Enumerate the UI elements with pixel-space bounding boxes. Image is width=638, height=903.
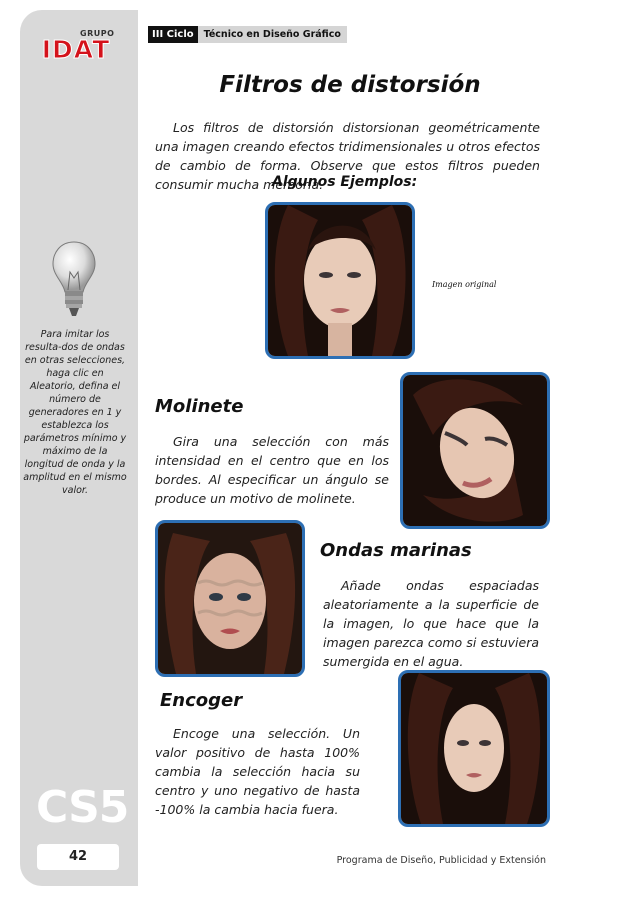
logo-group-text: GRUPO	[80, 29, 115, 38]
examples-heading: Algunos Ejemplos:	[272, 174, 418, 190]
tip-note: Para imitar los resulta-dos de ondas en otras selecciones, haga clic en Aleatorio, defina el número de generadores en 1 y establezca los parámetros mínimo y máximo de la longitud de onda y la amplitud en el mismo valor.	[23, 329, 127, 496]
cycle-label: III Ciclo	[148, 26, 198, 43]
course-label: Técnico en Diseño Gráfico	[198, 26, 347, 43]
portrait-twirl-graphic	[403, 375, 547, 526]
footer-program: Programa de Diseño, Publicidad y Extensión	[336, 855, 546, 866]
lightbulb-icon	[50, 240, 98, 320]
section-title-molinete: Molinete	[155, 396, 244, 417]
header-bar	[148, 26, 347, 43]
section-text-ondas-marinas: Añade ondas espaciadas aleatoriamente a la superficie de la imagen, lo que hace que la imagen parezca como si estuviera sumergida en el agua.	[323, 578, 539, 669]
portrait-pinch-graphic	[401, 673, 547, 824]
intro-paragraph: Los filtros de distorsión distorsionan geométricamente una imagen creando efectos tridimensionales u otros efectos de cambio de forma. Observe que estos filtros pueden consumir mucha memoria.	[155, 120, 540, 192]
page-title: Filtros de distorsión	[219, 72, 481, 98]
svg-text:IDAT: IDAT	[41, 36, 111, 62]
original-image	[265, 202, 415, 359]
portrait-original-graphic	[268, 205, 412, 356]
ondas-marinas-image	[155, 520, 305, 677]
section-text-encoger: Encoge una selección. Un valor positivo de hasta 100% cambia la selección hacia su centro y uno negativo de hasta -100% la cambia hacia fuera.	[155, 726, 360, 817]
idat-logo	[32, 36, 120, 62]
section-title-encoger: Encoger	[160, 690, 243, 711]
page-number: 42	[37, 844, 119, 870]
section-text-molinete: Gira una selección con más intensidad en el centro que en los bordes. Al especificar un ángulo se produce un motivo de molinete.	[155, 434, 389, 506]
section-title-ondas-marinas: Ondas marinas	[320, 540, 472, 561]
original-caption: Imagen original	[432, 280, 497, 289]
encoger-image	[398, 670, 550, 827]
software-badge: CS5	[36, 782, 129, 833]
molinete-image	[400, 372, 550, 529]
portrait-ocean-ripple-graphic	[158, 523, 302, 674]
